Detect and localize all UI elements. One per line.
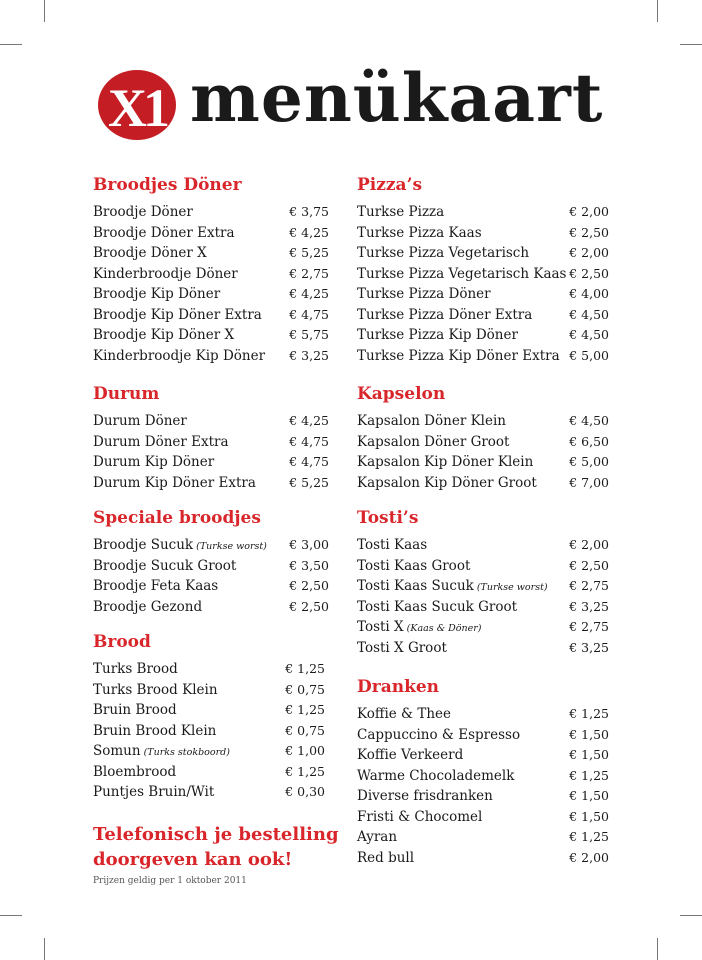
menu-item-name bbox=[93, 245, 207, 261]
section-tostis bbox=[357, 507, 609, 660]
menu-item bbox=[93, 475, 329, 496]
menu-item-price: € 1,25 bbox=[569, 706, 609, 721]
menu-item-label: Bruin Brood bbox=[93, 702, 177, 718]
menu-item-price: € 4,50 bbox=[569, 413, 609, 428]
menu-item-label: Broodje Sucuk Groot bbox=[93, 557, 237, 574]
menu-item bbox=[357, 286, 609, 307]
menu-item-label: Turkse Pizza bbox=[357, 204, 445, 220]
menu-item-name bbox=[357, 850, 414, 866]
menu-item-price: € 2,00 bbox=[569, 204, 609, 219]
menu-item-label: Kapsalon Döner Klein bbox=[357, 413, 506, 429]
menu-item-name bbox=[93, 348, 265, 364]
menu-item-name bbox=[357, 747, 463, 763]
section-title: Pizza’s bbox=[357, 175, 423, 195]
menu-item-label: Bruin Brood Klein bbox=[93, 722, 217, 739]
menu-item-label: Kapsalon Döner Groot bbox=[357, 433, 510, 450]
menu-item-name bbox=[357, 266, 566, 282]
menu-item-price: € 3,75 bbox=[289, 204, 329, 219]
menu-item-price: € 1,25 bbox=[285, 661, 325, 676]
menu-item-label: Broodje Döner X bbox=[93, 245, 207, 261]
menu-item bbox=[93, 327, 329, 348]
menu-item bbox=[357, 599, 609, 620]
menu-item-label: Broodje Kip Döner bbox=[93, 286, 221, 302]
menu-item-label: Turks Brood Klein bbox=[93, 681, 218, 698]
menu-item-price: € 1,25 bbox=[569, 829, 609, 844]
menu-item-name bbox=[357, 307, 532, 323]
menu-item-price: € 1,25 bbox=[285, 702, 325, 717]
menu-item-label: Koffie & Thee bbox=[357, 706, 452, 722]
menu-item-label: Turkse Pizza Döner bbox=[357, 286, 491, 302]
menu-item-label: Cappuccino & Espresso bbox=[357, 726, 521, 743]
menu-item-name bbox=[93, 266, 238, 282]
menu-item bbox=[93, 204, 329, 225]
menu-item-name bbox=[357, 706, 451, 722]
menu-item-label: Broodje Feta Kaas bbox=[93, 578, 219, 594]
menu-item bbox=[93, 413, 329, 434]
menu-item-price: € 3,25 bbox=[569, 639, 609, 655]
logo bbox=[98, 70, 176, 140]
menu-item-price: € 2,75 bbox=[289, 265, 329, 281]
menu-item bbox=[357, 558, 609, 579]
menu-item bbox=[93, 286, 329, 307]
menu-item-label: Durum Kip Döner bbox=[93, 454, 215, 470]
menu-item-price: € 4,25 bbox=[289, 286, 329, 301]
menu-item-label: Turkse Pizza Döner Extra bbox=[357, 306, 533, 323]
order-by-phone-callout bbox=[93, 822, 339, 872]
crop-mark bbox=[680, 44, 702, 45]
menu-item bbox=[357, 578, 609, 599]
section-title: Tosti’s bbox=[357, 508, 419, 528]
menu-item-label: Broodje Döner Extra bbox=[93, 224, 235, 241]
menu-item-price: € 2,50 bbox=[569, 557, 609, 573]
menu-item bbox=[357, 850, 609, 871]
menu-item-price: € 0,75 bbox=[285, 681, 325, 697]
menu-item bbox=[357, 348, 609, 369]
menu-item bbox=[93, 682, 325, 703]
menu-item-label: Fristi & Chocomel bbox=[357, 808, 483, 825]
menu-item bbox=[357, 225, 609, 246]
menu-item bbox=[357, 706, 609, 727]
menu-item bbox=[93, 599, 329, 620]
menu-item bbox=[357, 454, 609, 475]
menu-item-label: Puntjes Bruin/Wit bbox=[93, 784, 215, 800]
menu-item-name bbox=[357, 578, 548, 594]
menu-item-label: Turkse Pizza Kip Döner bbox=[357, 327, 518, 343]
crop-mark bbox=[680, 915, 702, 916]
section-title: Durum bbox=[93, 384, 160, 404]
menu-item-name bbox=[357, 475, 537, 491]
menu-item-name bbox=[357, 413, 506, 429]
menu-item-name bbox=[93, 743, 230, 759]
section-broodjes-doner bbox=[93, 174, 329, 368]
section-speciale-broodjes bbox=[93, 507, 329, 619]
menu-item-name bbox=[357, 640, 447, 656]
menu-item-price: € 3,25 bbox=[569, 598, 609, 614]
logo-text: X1 bbox=[108, 78, 166, 138]
menu-item-label: Tosti X Groot bbox=[357, 639, 447, 656]
section-durum bbox=[93, 383, 329, 495]
menu-item-label: Durum Döner bbox=[93, 413, 187, 429]
menu-item-label: Broodje Kip Döner Extra bbox=[93, 306, 262, 323]
menu-item-price: € 5,00 bbox=[569, 347, 609, 363]
menu-item-name bbox=[357, 599, 517, 615]
menu-item-label: Tosti Kaas Groot bbox=[357, 557, 471, 574]
menu-item-price: € 5,25 bbox=[289, 474, 329, 490]
menu-item-price: € 2,50 bbox=[569, 265, 609, 281]
menu-item-price: € 4,00 bbox=[569, 286, 609, 301]
menu-item-price: € 6,50 bbox=[569, 433, 609, 449]
menu-item bbox=[93, 578, 329, 599]
menu-item-name bbox=[357, 245, 529, 261]
menu-item bbox=[357, 727, 609, 748]
menu-item-price: € 5,75 bbox=[289, 327, 329, 342]
menu-item-price: € 4,25 bbox=[289, 413, 329, 428]
menu-item-name bbox=[93, 661, 178, 677]
callout-line-1: Telefonisch je bestelling bbox=[93, 824, 339, 845]
menu-item-name bbox=[93, 537, 267, 553]
menu-item bbox=[93, 266, 329, 287]
menu-item bbox=[357, 266, 609, 287]
menu-item-name bbox=[93, 327, 234, 343]
menu-item bbox=[93, 454, 329, 475]
menu-item-price: € 2,00 bbox=[569, 245, 609, 260]
menu-item-price: € 4,50 bbox=[569, 327, 609, 342]
menu-item-label: Somun bbox=[93, 743, 141, 759]
menu-item-price: € 4,50 bbox=[569, 306, 609, 322]
menu-item-price: € 1,50 bbox=[569, 788, 609, 803]
section-title: Dranken bbox=[357, 677, 440, 697]
menu-item-label: Broodje Kip Döner X bbox=[93, 327, 235, 343]
menu-item-price: € 1,50 bbox=[569, 808, 609, 824]
menu-item-label: Kinderbroodje Döner bbox=[93, 265, 238, 282]
menu-item-label: Diverse frisdranken bbox=[357, 788, 493, 804]
menu-item-price: € 2,75 bbox=[569, 619, 609, 634]
menu-item bbox=[93, 307, 329, 328]
menu-item-name bbox=[93, 723, 216, 739]
menu-item-price: € 4,25 bbox=[289, 224, 329, 240]
menu-item-label: Turkse Pizza Vegetarisch bbox=[357, 245, 530, 261]
menu-item-name bbox=[357, 327, 518, 343]
menu-item-name bbox=[93, 286, 220, 302]
menu-item-name bbox=[357, 225, 482, 241]
menu-item bbox=[357, 413, 609, 434]
menu-item-label: Turks Brood bbox=[93, 661, 178, 677]
menu-item-label: Tosti Kaas bbox=[357, 537, 428, 553]
crop-mark bbox=[44, 938, 45, 960]
menu-item-price: € 1,50 bbox=[569, 747, 609, 762]
menu-item-price: € 4,75 bbox=[289, 454, 329, 469]
menu-item-name bbox=[93, 784, 214, 800]
menu-item-name bbox=[93, 475, 256, 491]
menu-item-name bbox=[93, 307, 262, 323]
menu-item-label: Durum Kip Döner Extra bbox=[93, 474, 256, 491]
menu-item-name bbox=[357, 454, 533, 470]
menu-item-name bbox=[93, 558, 236, 574]
menu-item-price: € 2,50 bbox=[289, 598, 329, 614]
menu-item bbox=[357, 475, 609, 496]
menu-item-name bbox=[93, 434, 229, 450]
menu-item bbox=[357, 829, 609, 850]
menu-item bbox=[93, 661, 325, 682]
menu-item-price: € 1,50 bbox=[569, 726, 609, 742]
crop-mark bbox=[657, 0, 658, 22]
callout-line-2: doorgeven kan ook! bbox=[93, 849, 293, 870]
menu-item bbox=[93, 558, 329, 579]
menu-item bbox=[93, 434, 329, 455]
menu-item-price: € 5,25 bbox=[289, 245, 329, 260]
section-title: Kapselon bbox=[357, 384, 446, 404]
menu-item bbox=[93, 784, 325, 805]
crop-mark bbox=[0, 915, 22, 916]
menu-item-price: € 2,75 bbox=[569, 578, 609, 593]
menu-item-price: € 3,50 bbox=[289, 557, 329, 573]
menu-item-label: Kinderbroodje Kip Döner bbox=[93, 347, 266, 364]
crop-mark bbox=[657, 938, 658, 960]
page-title: menükaart bbox=[190, 59, 604, 137]
section-dranken bbox=[357, 676, 609, 870]
menu-item-name bbox=[357, 809, 482, 825]
menu-item-name bbox=[93, 764, 176, 780]
menu-item-label: Turkse Pizza Vegetarisch Kaas bbox=[357, 265, 567, 282]
menu-item-name bbox=[357, 204, 444, 220]
menu-item-name bbox=[357, 727, 520, 743]
menu-item-label: Kapsalon Kip Döner Klein bbox=[357, 454, 534, 470]
menu-item bbox=[357, 307, 609, 328]
menu-item-price: € 4,75 bbox=[289, 433, 329, 449]
menu-item bbox=[93, 245, 329, 266]
menu-item bbox=[357, 747, 609, 768]
menu-item-label: Turkse Pizza Kip Döner Extra bbox=[357, 347, 560, 364]
menu-item-name bbox=[93, 599, 202, 615]
menu-item-name bbox=[93, 413, 187, 429]
menu-item bbox=[357, 788, 609, 809]
logo-circle bbox=[98, 70, 176, 140]
section-kapselon bbox=[357, 383, 609, 495]
menu-item-price: € 2,00 bbox=[569, 849, 609, 865]
menu-item-note: (Kaas & Döner) bbox=[406, 623, 482, 634]
menu-item-name bbox=[357, 434, 509, 450]
menu-item-price: € 0,30 bbox=[285, 784, 325, 799]
menu-item-name bbox=[357, 829, 397, 845]
section-title: Speciale broodjes bbox=[93, 508, 261, 528]
menu-item-name bbox=[357, 768, 514, 784]
menu-item-price: € 1,25 bbox=[285, 763, 325, 779]
menu-item-note: (Turks stokboord) bbox=[143, 747, 230, 758]
menu-item-label: Broodje Döner bbox=[93, 204, 193, 220]
menu-item-price: € 3,00 bbox=[289, 537, 329, 552]
menu-item-label: Tosti Kaas Sucuk Groot bbox=[357, 598, 518, 615]
menu-item-price: € 4,75 bbox=[289, 306, 329, 322]
menu-item bbox=[357, 809, 609, 830]
menu-item-name bbox=[93, 225, 235, 241]
menu-item-label: Red bull bbox=[357, 849, 415, 866]
menu-item-label: Tosti Kaas Sucuk bbox=[357, 578, 474, 594]
menu-item-label: Turkse Pizza Kaas bbox=[357, 224, 482, 241]
menu-item bbox=[357, 640, 609, 661]
menu-item-note: (Turkse worst) bbox=[476, 582, 548, 593]
menu-item-name bbox=[93, 204, 193, 220]
menu-item-price: € 1,25 bbox=[569, 767, 609, 783]
menu-item-price: € 1,00 bbox=[285, 743, 325, 758]
menu-item bbox=[93, 723, 325, 744]
menu-item-name bbox=[357, 537, 427, 553]
menu-item-name bbox=[93, 454, 214, 470]
menu-item-name bbox=[93, 702, 177, 718]
menu-item-label: Kapsalon Kip Döner Groot bbox=[357, 474, 537, 491]
menu-item-price: € 2,00 bbox=[569, 537, 609, 552]
menu-item-label: Broodje Gezond bbox=[93, 598, 203, 615]
menu-item-label: Broodje Sucuk bbox=[93, 537, 194, 553]
menu-item-price: € 2,50 bbox=[569, 224, 609, 240]
menu-item-name bbox=[357, 558, 470, 574]
menu-item bbox=[93, 764, 325, 785]
menu-item-name bbox=[357, 286, 491, 302]
menu-item bbox=[357, 434, 609, 455]
price-validity-note: Prijzen geldig per 1 oktober 2011 bbox=[93, 876, 247, 886]
menu-item-price: € 7,00 bbox=[569, 474, 609, 490]
section-title: Brood bbox=[93, 632, 151, 652]
menu-item-name bbox=[93, 578, 218, 594]
menu-item-label: Bloembrood bbox=[93, 763, 177, 780]
menu-item bbox=[357, 204, 609, 225]
menu-item-label: Warme Chocolademelk bbox=[357, 767, 515, 784]
crop-mark bbox=[0, 44, 22, 45]
menu-item-name bbox=[357, 348, 560, 364]
menu-item-label: Ayran bbox=[357, 829, 398, 845]
menu-item-label: Koffie Verkeerd bbox=[357, 747, 464, 763]
crop-mark bbox=[44, 0, 45, 22]
menu-item bbox=[93, 702, 325, 723]
menu-item bbox=[93, 537, 329, 558]
menu-item bbox=[357, 327, 609, 348]
section-brood bbox=[93, 631, 325, 805]
menu-item-label: Durum Döner Extra bbox=[93, 433, 229, 450]
menu-item bbox=[357, 537, 609, 558]
menu-item-name bbox=[93, 682, 218, 698]
section-pizzas bbox=[357, 174, 609, 368]
menu-item bbox=[357, 619, 609, 640]
menu-item bbox=[357, 245, 609, 266]
menu-item-price: € 0,75 bbox=[285, 722, 325, 738]
menu-item bbox=[93, 743, 325, 764]
menu-item-label: Tosti X bbox=[357, 619, 404, 635]
section-title: Broodjes Döner bbox=[93, 175, 242, 195]
menu-item bbox=[93, 225, 329, 246]
menu-item-price: € 2,50 bbox=[289, 578, 329, 593]
menu-item-price: € 3,25 bbox=[289, 347, 329, 363]
menu-item-price: € 5,00 bbox=[569, 454, 609, 469]
menu-item-note: (Turkse worst) bbox=[196, 541, 267, 552]
menu-item bbox=[93, 348, 329, 369]
menu-item-name bbox=[357, 619, 482, 635]
menu-item-name bbox=[357, 788, 493, 804]
menu-item bbox=[357, 768, 609, 789]
